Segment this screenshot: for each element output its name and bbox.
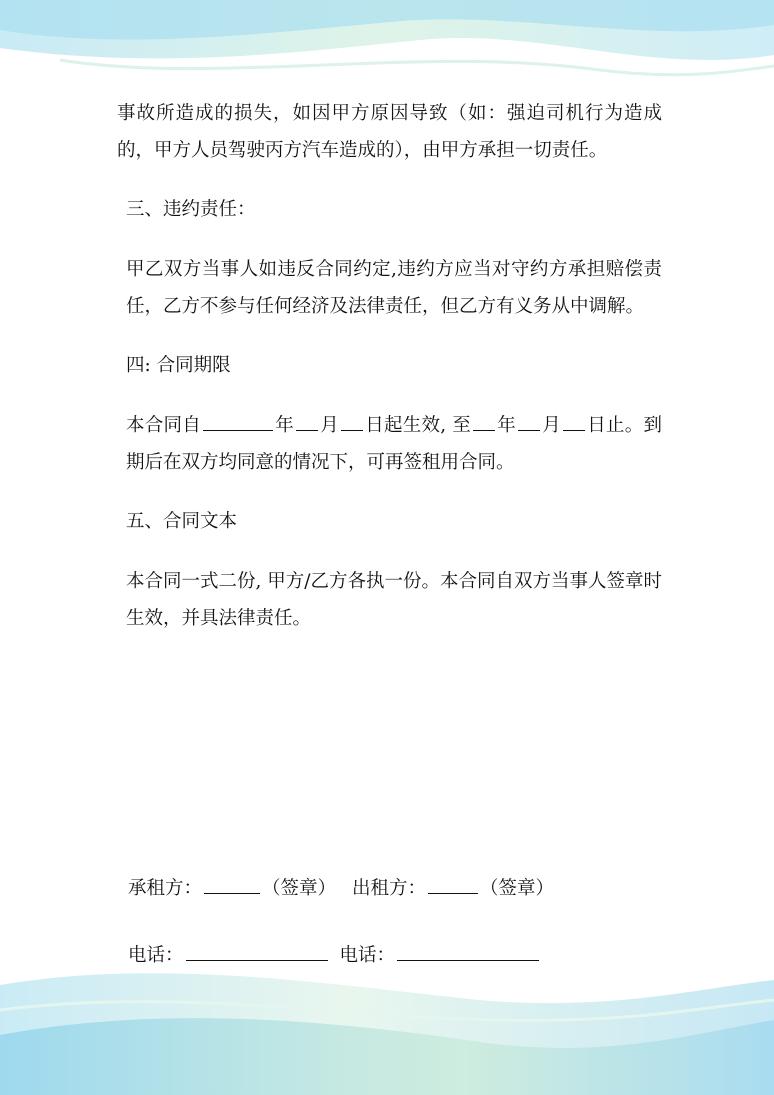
section-5-body: 本合同一式二份, 甲方/乙方各执一份。本合同自双方当事人签章时生效，并具法律责任。	[126, 571, 662, 629]
term-text-4: 日起生效, 至	[364, 415, 471, 436]
lessor-phone-blank	[397, 938, 539, 961]
start-month-blank	[296, 408, 318, 431]
section-3-heading: 三、违约责任：	[126, 199, 256, 220]
continuation-paragraph: 事故所造成的损失，如因甲方原因导致（如：强迫司机行为造成的，甲方人员驾驶丙方汽车造成的），由甲方承担一切责任。	[117, 103, 662, 161]
term-text-5: 年	[496, 415, 516, 436]
top-wave-decoration	[0, 0, 774, 95]
lessor-seal: （签章）	[480, 878, 555, 899]
section-3-body: 甲乙双方当事人如违反合同约定,违约方应当对守约方承担赔偿责任，乙方不参与任何经济及法律责任，但乙方有义务从中调解。	[126, 259, 662, 317]
section-5-heading: 五、合同文本	[126, 511, 238, 532]
signature-block	[128, 870, 668, 974]
document-body	[117, 95, 662, 637]
term-text-2: 年	[274, 415, 294, 436]
phone-label-lessee: 电话：	[128, 945, 184, 966]
lessee-label: 承租方：	[128, 878, 203, 899]
end-day-blank	[563, 408, 585, 431]
section-4-heading: 四: 合同期限	[126, 355, 231, 376]
signature-line	[128, 870, 668, 907]
start-day-blank	[341, 408, 363, 431]
start-year-blank	[203, 408, 273, 431]
phone-label-lessor: 电话：	[339, 945, 396, 966]
term-text-7: 日止。到期后在双方均同意的情况下，可再签租用合同。	[126, 415, 662, 473]
lessee-signature-blank	[204, 871, 260, 894]
lessee-seal: （签章）	[262, 878, 337, 899]
lessee-phone-blank	[186, 938, 328, 961]
term-text-6: 月	[541, 415, 561, 436]
end-month-blank	[518, 408, 540, 431]
section-4-body	[117, 407, 662, 481]
term-text-1: 本合同自	[126, 415, 201, 436]
lessor-label: 出租方：	[352, 878, 427, 899]
term-text-3: 月	[319, 415, 339, 436]
phone-line	[128, 937, 668, 974]
lessor-signature-blank	[428, 871, 478, 894]
end-year-blank	[473, 408, 495, 431]
